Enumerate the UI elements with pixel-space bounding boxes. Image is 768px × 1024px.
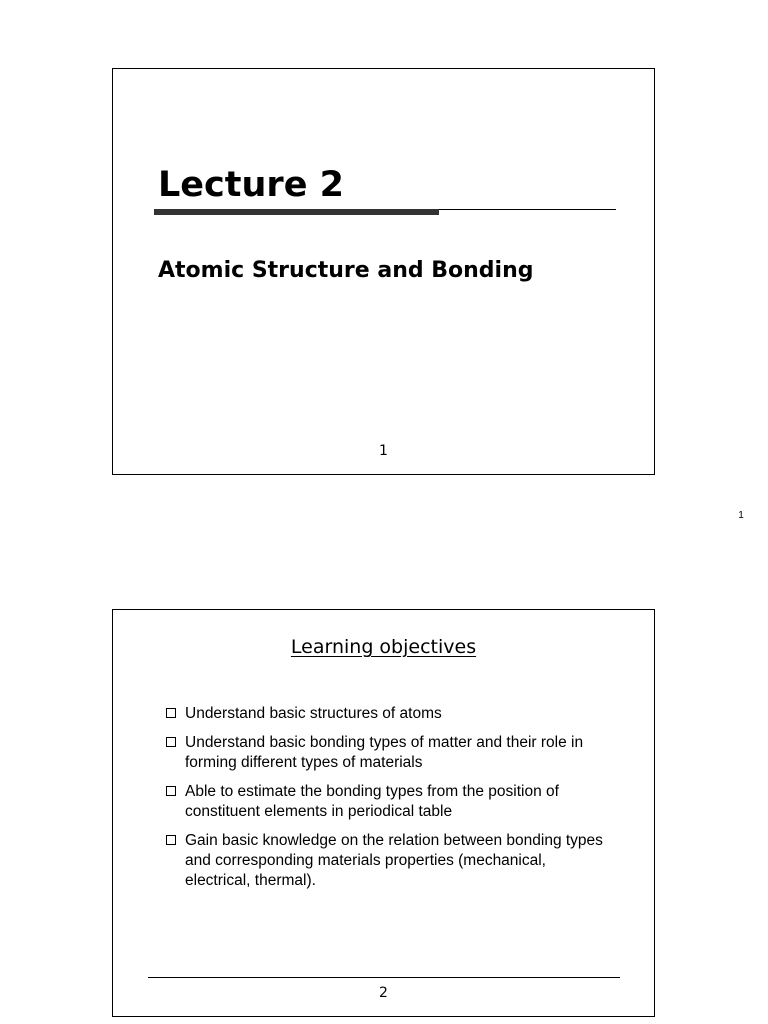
objective-text: Understand basic bonding types of matter and their role in forming different types of materials	[185, 734, 584, 771]
checkbox-bullet-icon	[166, 786, 176, 796]
slide-2	[112, 609, 655, 1017]
lecture-title: Lecture 2	[158, 165, 344, 205]
slide-number: 2	[379, 985, 388, 1001]
title-underline-thick	[154, 209, 439, 215]
checkbox-bullet-icon	[166, 737, 176, 747]
objectives-heading: Learning objectives	[290, 636, 477, 658]
list-item	[165, 782, 605, 822]
list-item	[165, 831, 605, 891]
list-item	[165, 704, 605, 724]
objectives-list	[165, 704, 605, 900]
slide-1	[112, 68, 655, 475]
objective-text: Understand basic structures of atoms	[185, 705, 442, 722]
list-item	[165, 733, 605, 773]
footer-divider	[148, 977, 620, 978]
slide-number: 1	[379, 443, 388, 459]
objective-text: Gain basic knowledge on the relation between bonding types and corresponding materials properties (mechanical, electrical, thermal).	[185, 832, 603, 889]
checkbox-bullet-icon	[166, 708, 176, 718]
checkbox-bullet-icon	[166, 835, 176, 845]
objective-text: Able to estimate the bonding types from the position of constituent elements in periodical table	[185, 783, 559, 820]
lecture-subtitle: Atomic Structure and Bonding	[158, 258, 534, 283]
page-number: 1	[738, 510, 744, 521]
